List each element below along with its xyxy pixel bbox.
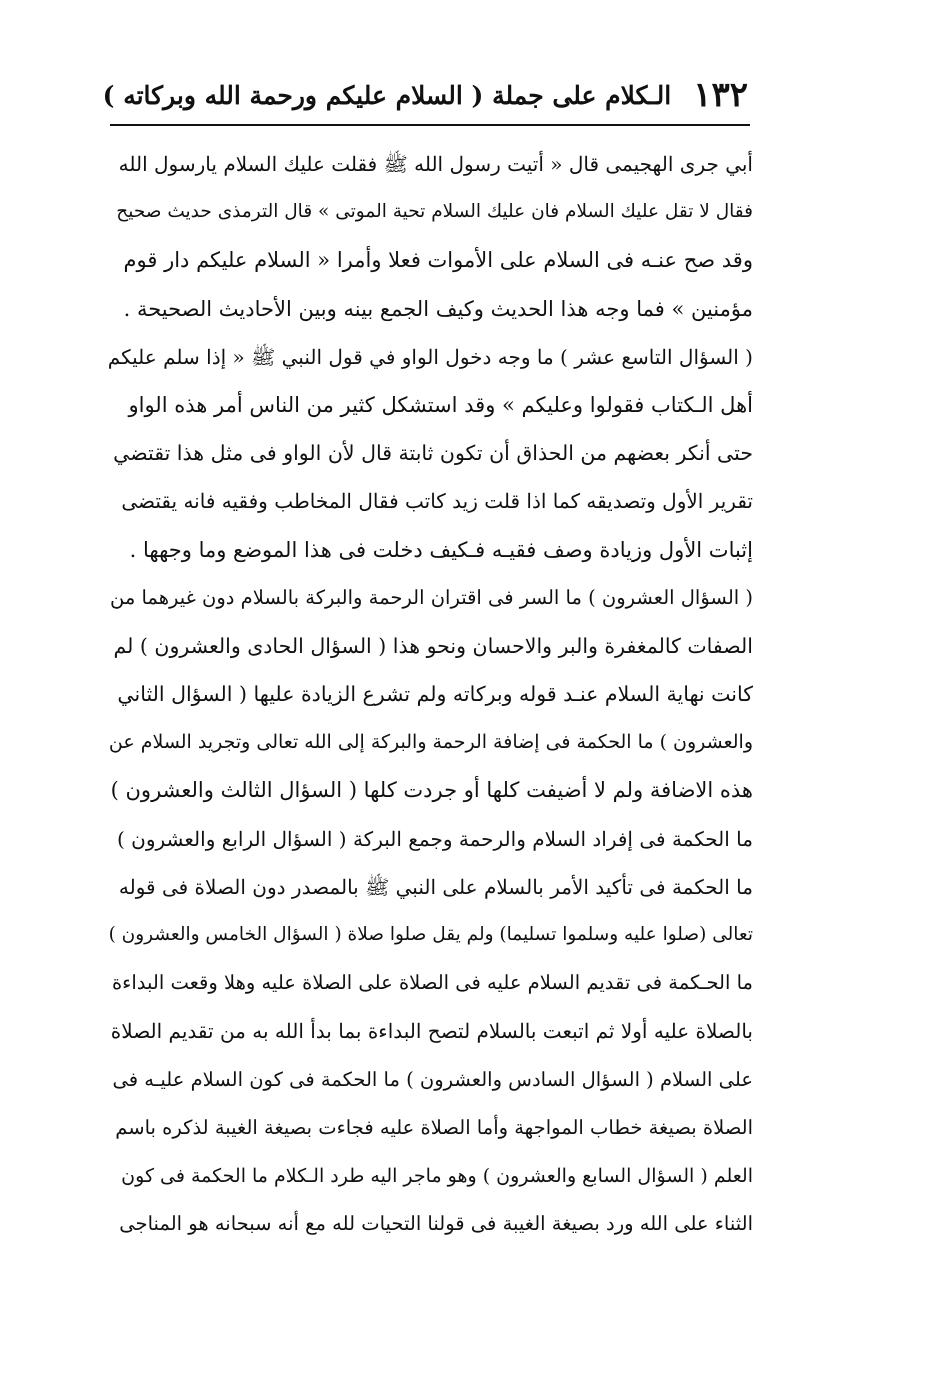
text-line: بالصلاة عليه أولا ثم اتبعت بالسلام لتصح البداءة بما بدأ الله به من تقديم الصلاة <box>110 1019 753 1044</box>
text-line: الثناء على الله ورد بصيغة الغيبة فى قولنا التحيات لله مع أنه سبحانه هو المناجى <box>119 1212 753 1236</box>
text-line: الصلاة بصيغة خطاب المواجهة وأما الصلاة عليه فجاءت بصيغة الغيبة لذكره باسم <box>115 1115 753 1139</box>
text-line: تعالى (صلوا عليه وسلموا تسليما) ولم يقل صلوا صلاة ( السؤال الخامس والعشرون ) <box>108 924 753 945</box>
text-line: على السلام ( السؤال السادس والعشرون ) ما الحكمة فى كون السلام عليـه فى <box>112 1067 753 1091</box>
text-line: أبي جرى الهجيمى قال « أتيت رسول الله ﷺ فقلت عليك السلام يارسول الله <box>118 152 753 176</box>
page-number: ١٣٢ <box>693 75 748 115</box>
page-header <box>102 70 748 120</box>
text-line: ( السؤال التاسع عشر ) ما وجه دخول الواو في قول النبي ﷺ « إذا سلم عليكم <box>107 344 753 369</box>
text-line: مؤمنين » فما وجه هذا الحديث وكيف الجمع بينه وبين الأحاديث الصحيحة . <box>123 296 753 321</box>
text-line: هذه الاضافة ولم لا أضيفت كلها أو جردت كلها ( السؤال الثالث والعشرون ) <box>110 778 753 803</box>
text-line: فقال لا تقل عليك السلام فان عليك السلام تحية الموتى » قال الترمذى حديث صحيح <box>116 201 753 223</box>
text-line: تقرير الأول وتصديقه كما اذا قلت زيد كاتب فقال المخاطب وفقيه فانه يقتضى <box>121 489 753 514</box>
running-title: الـكلام على جملة ( السلام عليكم ورحمة الله وبركاته ) <box>102 80 672 110</box>
text-line: حتى أنكر بعضهم من الحذاق أن تكون ثابتة قال لأن الواو فى مثل هذا تقتضي <box>113 441 753 466</box>
header-rule <box>110 124 750 126</box>
text-line: والعشرون ) ما الحكمة فى إضافة الرحمة والبركة إلى الله تعالى وتجريد السلام عن <box>108 731 753 754</box>
body-text <box>108 140 753 1248</box>
text-line: كانت نهاية السلام عنـد قوله وبركاته ولم تشرع الزيادة عليها ( السؤال الثاني <box>117 682 753 707</box>
text-line: ما الحكمة فى إفراد السلام والرحمة وجمع البركة ( السؤال الرابع والعشرون ) <box>117 826 753 851</box>
text-line: ما الحـكمة فى تقديم السلام عليه فى الصلاة على الصلاة عليه وهلا وقعت البداءة <box>111 971 753 995</box>
text-line: العلم ( السؤال السابع والعشرون ) وهو ماجر اليه طرد الـكلام ما الحكمة فى كون <box>121 1164 753 1187</box>
text-line: إثبات الأول وزيادة وصف فقيـه فـكيف دخلت فى هذا الموضع وما وجهها . <box>129 537 753 562</box>
text-line: وقد صح عنـه فى السلام على الأموات فعلا وأمرا « السلام عليكم دار قوم <box>123 248 753 273</box>
text-line: الصفات كالمغفرة والبر والاحسان ونحو هذا ( السؤال الحادى والعشرون ) لم <box>113 633 753 658</box>
text-line: ( السؤال العشرون ) ما السر فى اقتران الرحمة والبركة بالسلام دون غيرهما من <box>110 585 753 609</box>
text-line: ما الحكمة فى تأكيد الأمر بالسلام على النبي ﷺ بالمصدر دون الصلاة فى قوله <box>118 874 753 899</box>
text-line: أهل الـكتاب فقولوا وعليكم » وقد استشكل كثير من الناس أمر هذه الواو <box>128 392 753 417</box>
